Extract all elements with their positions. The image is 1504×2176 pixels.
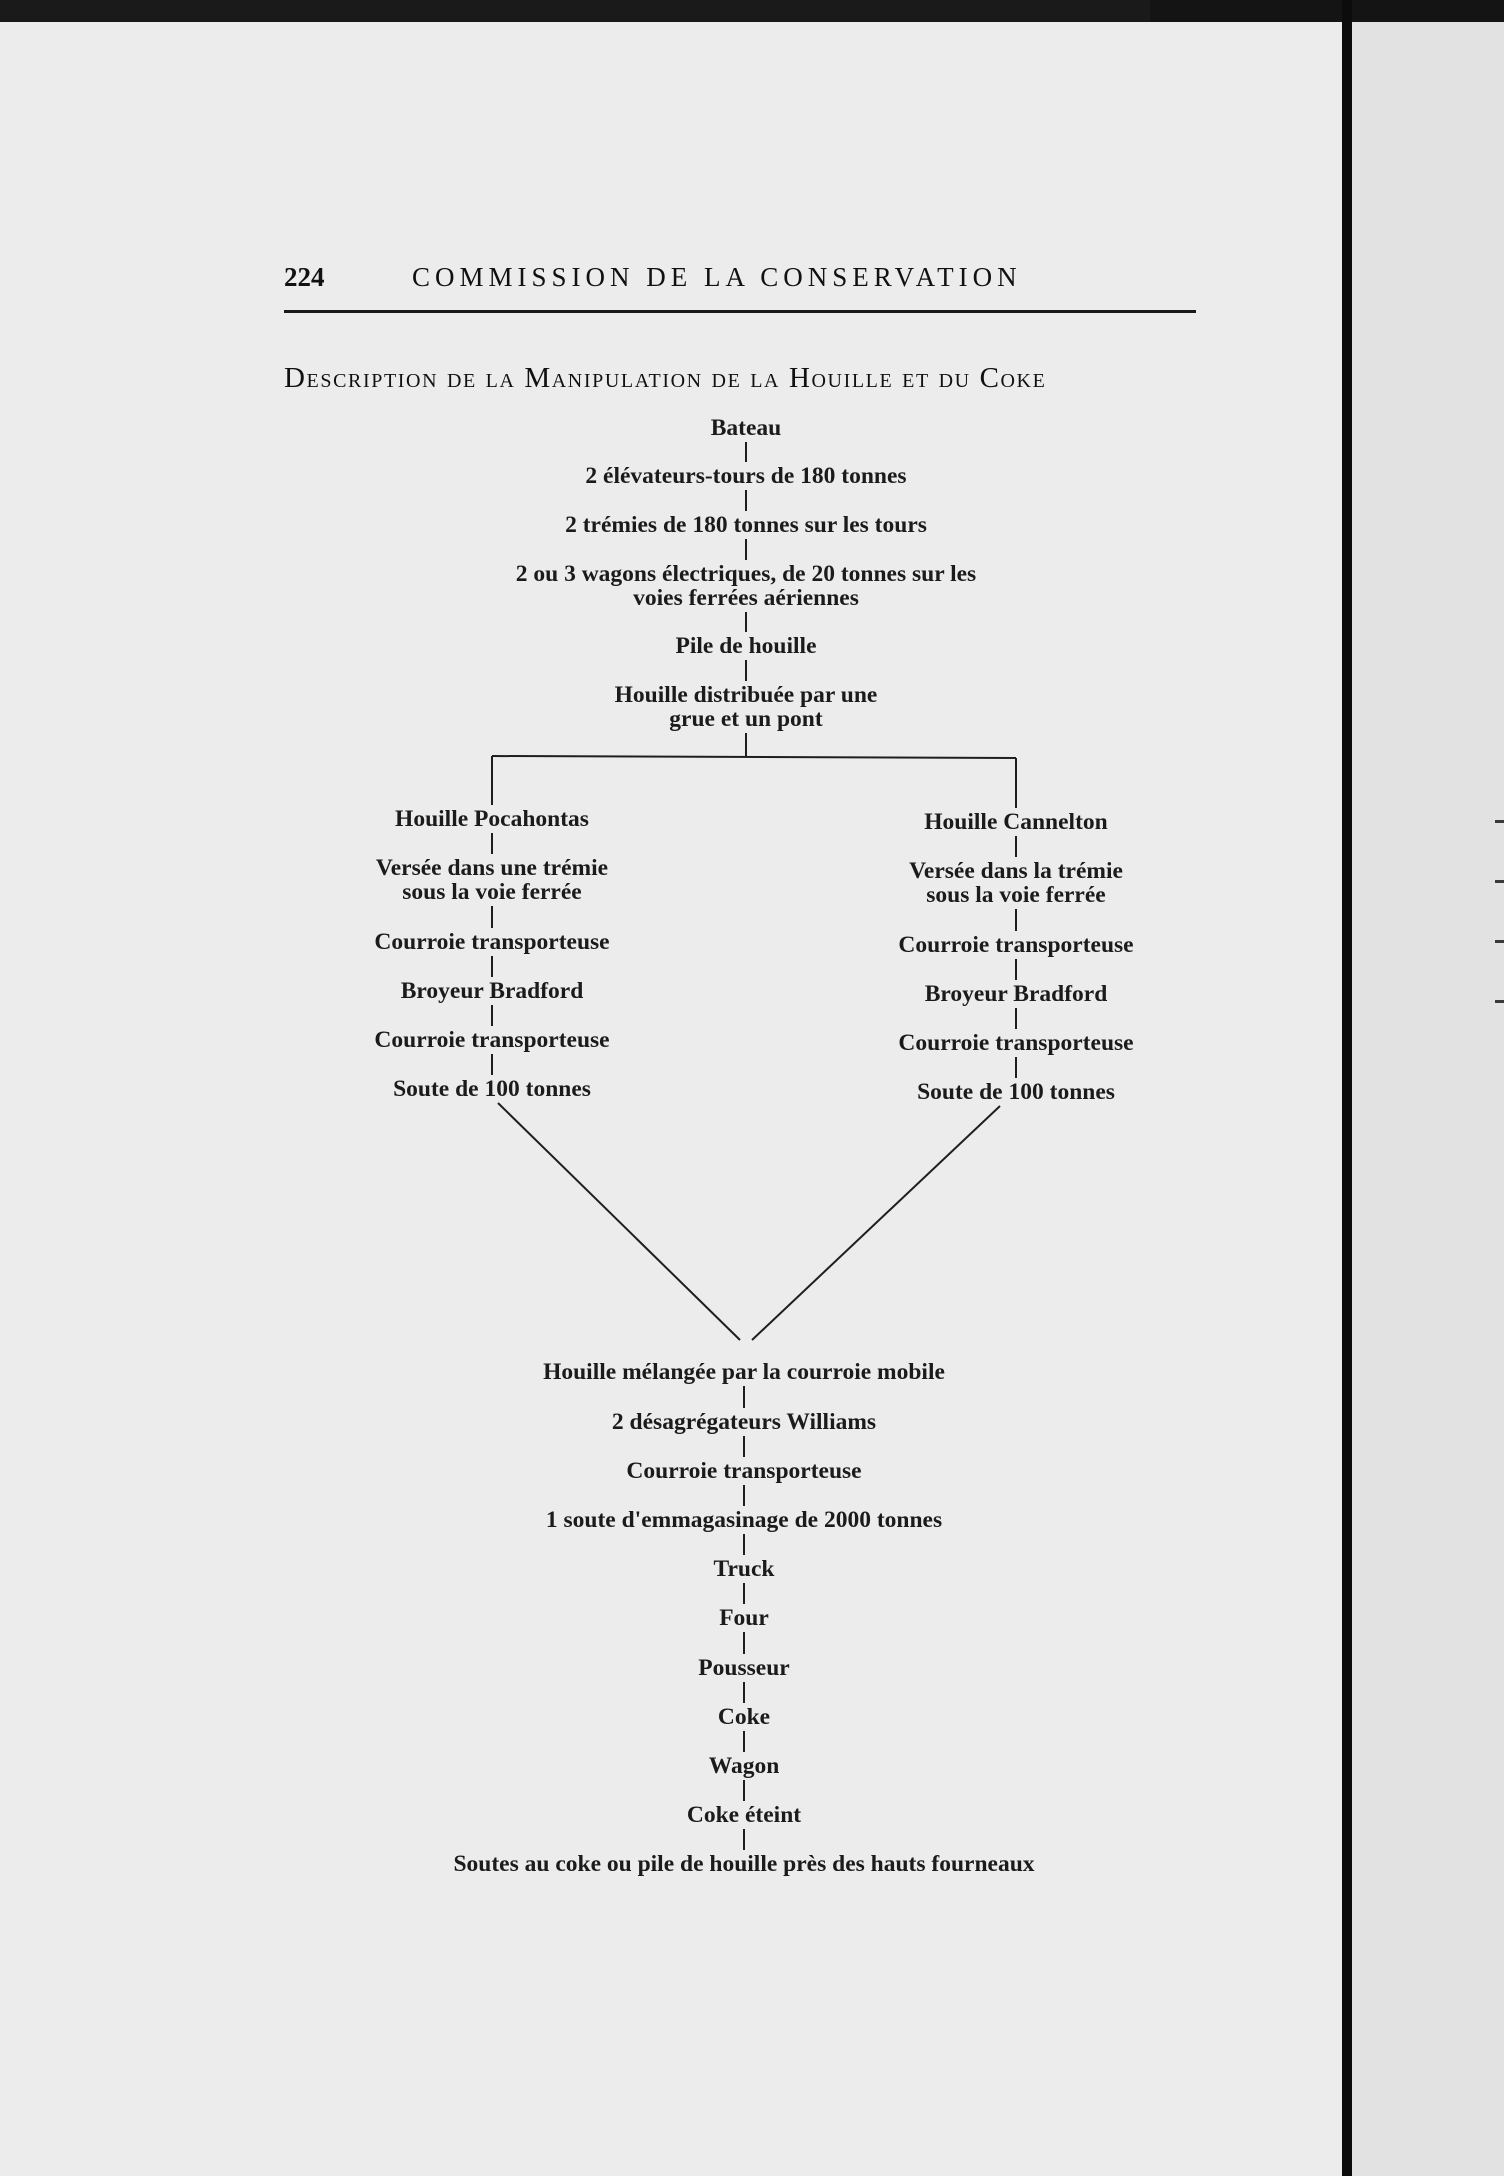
- merged-step-1: Houille mélangée par la courroie mobile: [543, 1359, 945, 1385]
- edge-mark: [1495, 880, 1504, 883]
- trunk-step-4: voies ferrées aériennes: [633, 585, 859, 611]
- section-title: Description de la Manipulation de la Houille et du Coke: [284, 362, 1047, 394]
- left-branch-step-6: Soute de 100 tonnes: [393, 1076, 591, 1102]
- right-branch-step-4: Broyeur Bradford: [924, 981, 1108, 1007]
- merged-step-10: Coke éteint: [686, 1802, 802, 1828]
- left-branch-step-5: Courroie transporteuse: [374, 1027, 610, 1053]
- trunk-step-4: 2 ou 3 wagons électriques, de 20 tonnes sur les: [515, 561, 977, 587]
- trunk-step-2: 2 élévateurs-tours de 180 tonnes: [585, 463, 907, 489]
- merged-step-11: Soutes au coke ou pile de houille près des hauts fourneaux: [453, 1851, 1035, 1877]
- left-branch-step-2: Versée dans une trémie: [375, 855, 609, 881]
- left-merge-diagonal: [498, 1103, 740, 1340]
- edge-mark: [1495, 820, 1504, 823]
- merged-step-8: Coke: [717, 1704, 771, 1730]
- merged-step-4: 1 soute d'emmagasinage de 2000 tonnes: [545, 1507, 943, 1533]
- trunk-step-5: Pile de houille: [675, 633, 817, 659]
- right-branch-step-1: Houille Cannelton: [924, 809, 1108, 835]
- merged-step-6: Four: [719, 1605, 769, 1631]
- right-branch-step-6: Soute de 100 tonnes: [917, 1079, 1115, 1105]
- left-branch-step-3: Courroie transporteuse: [374, 929, 610, 955]
- merged-step-2: 2 désagrégateurs Williams: [611, 1409, 877, 1435]
- right-branch-step-2: Versée dans la trémie: [909, 858, 1123, 884]
- split-bar: [492, 756, 1016, 758]
- book-page: [0, 22, 1342, 2176]
- left-branch-step-2: sous la voie ferrée: [402, 879, 582, 905]
- merged-step-5: Truck: [713, 1556, 775, 1582]
- trunk-step-6: grue et un pont: [669, 706, 823, 732]
- left-branch-step-4: Broyeur Bradford: [400, 978, 584, 1004]
- trunk-step-1: Bateau: [710, 415, 782, 441]
- scan-top-border: [0, 0, 1150, 22]
- page-number: 224: [284, 262, 325, 292]
- merged-step-9: Wagon: [708, 1753, 780, 1779]
- edge-mark: [1495, 940, 1504, 943]
- trunk-step-3: 2 trémies de 180 tonnes sur les tours: [565, 512, 927, 538]
- trunk-step-6: Houille distribuée par une: [614, 682, 878, 708]
- right-branch-step-3: Courroie transporteuse: [898, 932, 1134, 958]
- running-head: COMMISSION DE LA CONSERVATION: [412, 262, 1022, 292]
- page-gutter: [1342, 0, 1352, 2176]
- right-merge-diagonal: [752, 1106, 1000, 1340]
- coal-handling-flowchart: [0, 22, 1342, 2176]
- right-branch-step-5: Courroie transporteuse: [898, 1030, 1134, 1056]
- adjacent-page-edge: [1352, 22, 1504, 2176]
- merged-step-3: Courroie transporteuse: [626, 1458, 862, 1484]
- right-branch-step-2: sous la voie ferrée: [926, 882, 1106, 908]
- merged-step-7: Pousseur: [698, 1655, 790, 1681]
- left-branch-step-1: Houille Pocahontas: [395, 806, 589, 832]
- edge-mark: [1495, 1000, 1504, 1003]
